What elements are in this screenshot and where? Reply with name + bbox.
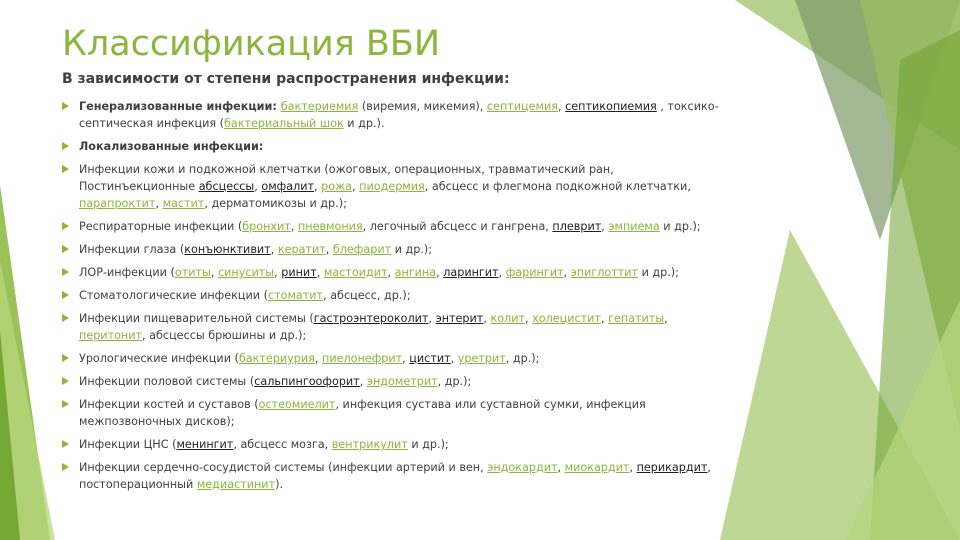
bullet-text bbox=[79, 375, 471, 388]
triangle-bullet-icon bbox=[62, 222, 69, 230]
text-segment: , bbox=[557, 100, 566, 113]
bullet-text bbox=[79, 163, 691, 210]
text-segment: , bbox=[557, 461, 565, 474]
triangle-bullet-icon bbox=[62, 165, 69, 173]
term-link-visited[interactable]: конъюнктивит bbox=[184, 243, 271, 256]
term-link-visited[interactable]: гастроэнтероколит bbox=[313, 312, 429, 325]
term-link[interactable]: кератит bbox=[277, 243, 326, 256]
term-link[interactable]: эндокардит bbox=[487, 461, 558, 474]
text-segment: , bbox=[387, 266, 395, 279]
term-link[interactable]: уретрит bbox=[457, 352, 506, 365]
text-segment: и др.); bbox=[659, 220, 701, 233]
text-segment: , др.); bbox=[437, 375, 472, 388]
text-segment: , bbox=[498, 266, 506, 279]
text-segment: , bbox=[524, 312, 533, 325]
term-link[interactable]: вентрикулит bbox=[331, 438, 408, 451]
term-link[interactable]: пневмония bbox=[297, 220, 363, 233]
term-link[interactable]: эпиглоттит bbox=[570, 266, 639, 279]
text-segment: Стоматологические инфекции ( bbox=[79, 289, 268, 302]
bullet-item bbox=[62, 264, 727, 281]
triangle-bullet-icon bbox=[62, 291, 69, 299]
triangle-bullet-icon bbox=[62, 102, 69, 110]
text-segment: Инфекции кожи и подкожной клетчатки (ожоговых, операционных, травматический ран, Постинъекционные bbox=[79, 163, 614, 193]
text-segment: Инфекции сердечно-сосудистой системы (инфекции артерий и вен, bbox=[79, 461, 488, 474]
text-segment: (виремия, микемия), bbox=[358, 100, 487, 113]
bullet-text bbox=[79, 100, 719, 130]
text-segment: , bbox=[359, 375, 367, 388]
text-segment: , инфекция сустава или суставной сумки, инфекция межпозвоночных дисков); bbox=[79, 398, 646, 428]
bullet-item bbox=[62, 373, 727, 390]
bullet-text bbox=[79, 266, 679, 279]
text-segment: ). bbox=[275, 478, 284, 491]
text-segment: Инфекции глаза ( bbox=[79, 243, 185, 256]
text-segment: , абсцессы брюшины и др.); bbox=[142, 329, 307, 342]
term-link[interactable]: мастит bbox=[162, 197, 205, 210]
triangle-bullet-icon bbox=[62, 354, 69, 362]
term-link[interactable]: синуситы bbox=[217, 266, 275, 279]
text-segment: , bbox=[325, 243, 333, 256]
bullet-item bbox=[62, 161, 727, 212]
slide-subtitle: В зависимости от степени распространения инфекции: bbox=[62, 71, 510, 87]
text-segment: , абсцесс и флегмона подкожной клетчатки, bbox=[424, 180, 691, 193]
triangle-bullet-icon bbox=[62, 377, 69, 385]
text-segment: ЛОР-инфекции ( bbox=[79, 266, 175, 279]
bullet-item bbox=[62, 138, 727, 155]
text-segment: и др.); bbox=[391, 243, 433, 256]
text-segment: Респираторные инфекции ( bbox=[79, 220, 243, 233]
term-link[interactable]: эндометрит bbox=[366, 375, 438, 388]
bullet-text bbox=[79, 140, 263, 153]
bullet-item bbox=[62, 436, 727, 453]
text-segment: , bbox=[316, 266, 324, 279]
text-segment: , bbox=[254, 180, 262, 193]
text-segment: , bbox=[563, 266, 571, 279]
bullet-item bbox=[62, 218, 727, 235]
text-segment: , др.); bbox=[505, 352, 540, 365]
text-segment: и др.); bbox=[407, 438, 449, 451]
term-link[interactable]: бактериурия bbox=[238, 352, 315, 365]
term-link[interactable]: бронхит bbox=[242, 220, 291, 233]
term-link[interactable]: остеомиелит bbox=[258, 398, 336, 411]
bullet-list bbox=[62, 98, 727, 499]
text-segment: , bbox=[402, 352, 410, 365]
text-segment: , абсцесс, др.); bbox=[323, 289, 411, 302]
triangle-bullet-icon bbox=[62, 463, 69, 471]
term-link[interactable]: фарингит bbox=[505, 266, 564, 279]
text-segment: , bbox=[664, 312, 668, 325]
term-link[interactable]: отиты bbox=[174, 266, 211, 279]
term-link[interactable]: перитонит bbox=[79, 329, 143, 342]
term-link[interactable]: септицемия bbox=[486, 100, 558, 113]
text-segment: , bbox=[483, 312, 491, 325]
text-segment: , bbox=[290, 220, 298, 233]
bullet-item bbox=[62, 310, 727, 344]
text-segment: , абсцесс мозга, bbox=[233, 438, 332, 451]
text-segment: , bbox=[352, 180, 360, 193]
bullet-item bbox=[62, 350, 727, 367]
term-link-visited[interactable]: плеврит bbox=[552, 220, 602, 233]
bullet-item bbox=[62, 396, 727, 430]
term-link-visited[interactable]: омфалит bbox=[261, 180, 315, 193]
text-segment: Инфекции пищеварительной системы ( bbox=[79, 312, 314, 325]
text-segment: и др.); bbox=[638, 266, 679, 279]
triangle-bullet-icon bbox=[62, 314, 69, 322]
text-segment: Урологические инфекции ( bbox=[79, 352, 239, 365]
bullet-text bbox=[79, 398, 646, 428]
term-link-visited[interactable]: менингит bbox=[176, 438, 234, 451]
term-link-visited[interactable]: абсцессы bbox=[198, 180, 255, 193]
triangle-bullet-icon bbox=[62, 268, 69, 276]
bold-text: Генерализованные инфекции bbox=[79, 100, 273, 113]
text-segment: , bbox=[450, 352, 458, 365]
text-segment: , постоперационный bbox=[79, 461, 711, 491]
term-link[interactable]: блефарит bbox=[332, 243, 392, 256]
bullet-text bbox=[79, 461, 711, 491]
triangle-bullet-icon bbox=[62, 400, 69, 408]
bold-text: Локализованные инфекции: bbox=[79, 140, 264, 153]
text-segment: , bbox=[314, 180, 322, 193]
term-link[interactable]: парапроктит bbox=[79, 197, 156, 210]
term-link[interactable]: рожа bbox=[321, 180, 353, 193]
term-link-visited[interactable]: цистит bbox=[409, 352, 451, 365]
slide-title: Классификация ВБИ bbox=[62, 24, 441, 64]
text-segment: , bbox=[601, 220, 609, 233]
triangle-bullet-icon bbox=[62, 245, 69, 253]
bullet-item bbox=[62, 287, 727, 304]
term-link[interactable]: миокардит bbox=[564, 461, 630, 474]
term-link-visited[interactable]: энтерит bbox=[435, 312, 484, 325]
bullet-text bbox=[79, 289, 411, 302]
text-segment: Инфекции половой системы ( bbox=[79, 375, 255, 388]
term-link-visited[interactable]: септикопиемия bbox=[565, 100, 657, 113]
term-link[interactable]: гепатиты bbox=[608, 312, 665, 325]
triangle-bullet-icon bbox=[62, 142, 69, 150]
text-segment: , bbox=[629, 461, 637, 474]
term-link[interactable]: медиастинит bbox=[196, 478, 276, 491]
bullet-item bbox=[62, 459, 727, 493]
text-segment: , bbox=[600, 312, 609, 325]
text-segment: , bbox=[436, 266, 444, 279]
term-link[interactable]: эмпиема bbox=[608, 220, 660, 233]
bullet-text bbox=[79, 352, 539, 365]
bullet-text bbox=[79, 243, 432, 256]
bullet-item bbox=[62, 241, 727, 258]
bullet-text bbox=[79, 312, 668, 342]
term-link[interactable]: пиодермия bbox=[359, 180, 425, 193]
triangle-bullet-icon bbox=[62, 440, 69, 448]
term-link-visited[interactable]: сальпингоофорит bbox=[254, 375, 360, 388]
text-segment: , bbox=[314, 352, 323, 365]
text-segment: Инфекции ЦНС ( bbox=[79, 438, 177, 451]
text-segment: , легочный абсцесс и гангрена, bbox=[362, 220, 553, 233]
bold-text: : bbox=[272, 100, 281, 113]
text-segment: , bbox=[155, 197, 163, 210]
term-link[interactable]: мастоидит bbox=[323, 266, 388, 279]
text-segment: и др.). bbox=[343, 117, 385, 130]
term-link[interactable]: бактериемия bbox=[280, 100, 359, 113]
term-link-visited[interactable]: ринит bbox=[281, 266, 317, 279]
text-segment: , bbox=[428, 312, 436, 325]
text-segment: , дерматомикозы и др.); bbox=[204, 197, 347, 210]
text-segment: , bbox=[270, 243, 278, 256]
term-link-visited[interactable]: перикардит bbox=[636, 461, 708, 474]
text-segment: , токсико-септическая инфекция ( bbox=[79, 100, 719, 130]
bullet-item bbox=[62, 98, 727, 132]
term-link[interactable]: колит bbox=[490, 312, 525, 325]
text-segment: , bbox=[210, 266, 218, 279]
bullet-text bbox=[79, 220, 701, 233]
term-link[interactable]: холецистит bbox=[532, 312, 601, 325]
text-segment: Инфекции костей и суставов ( bbox=[79, 398, 259, 411]
term-link[interactable]: стоматит bbox=[267, 289, 324, 302]
term-link[interactable]: ангина bbox=[394, 266, 437, 279]
text-segment: , bbox=[274, 266, 282, 279]
term-link[interactable]: бактериальный шок bbox=[224, 117, 344, 130]
bullet-text bbox=[79, 438, 449, 451]
term-link[interactable]: пиелонефрит bbox=[322, 352, 403, 365]
term-link-visited[interactable]: ларингит bbox=[443, 266, 499, 279]
